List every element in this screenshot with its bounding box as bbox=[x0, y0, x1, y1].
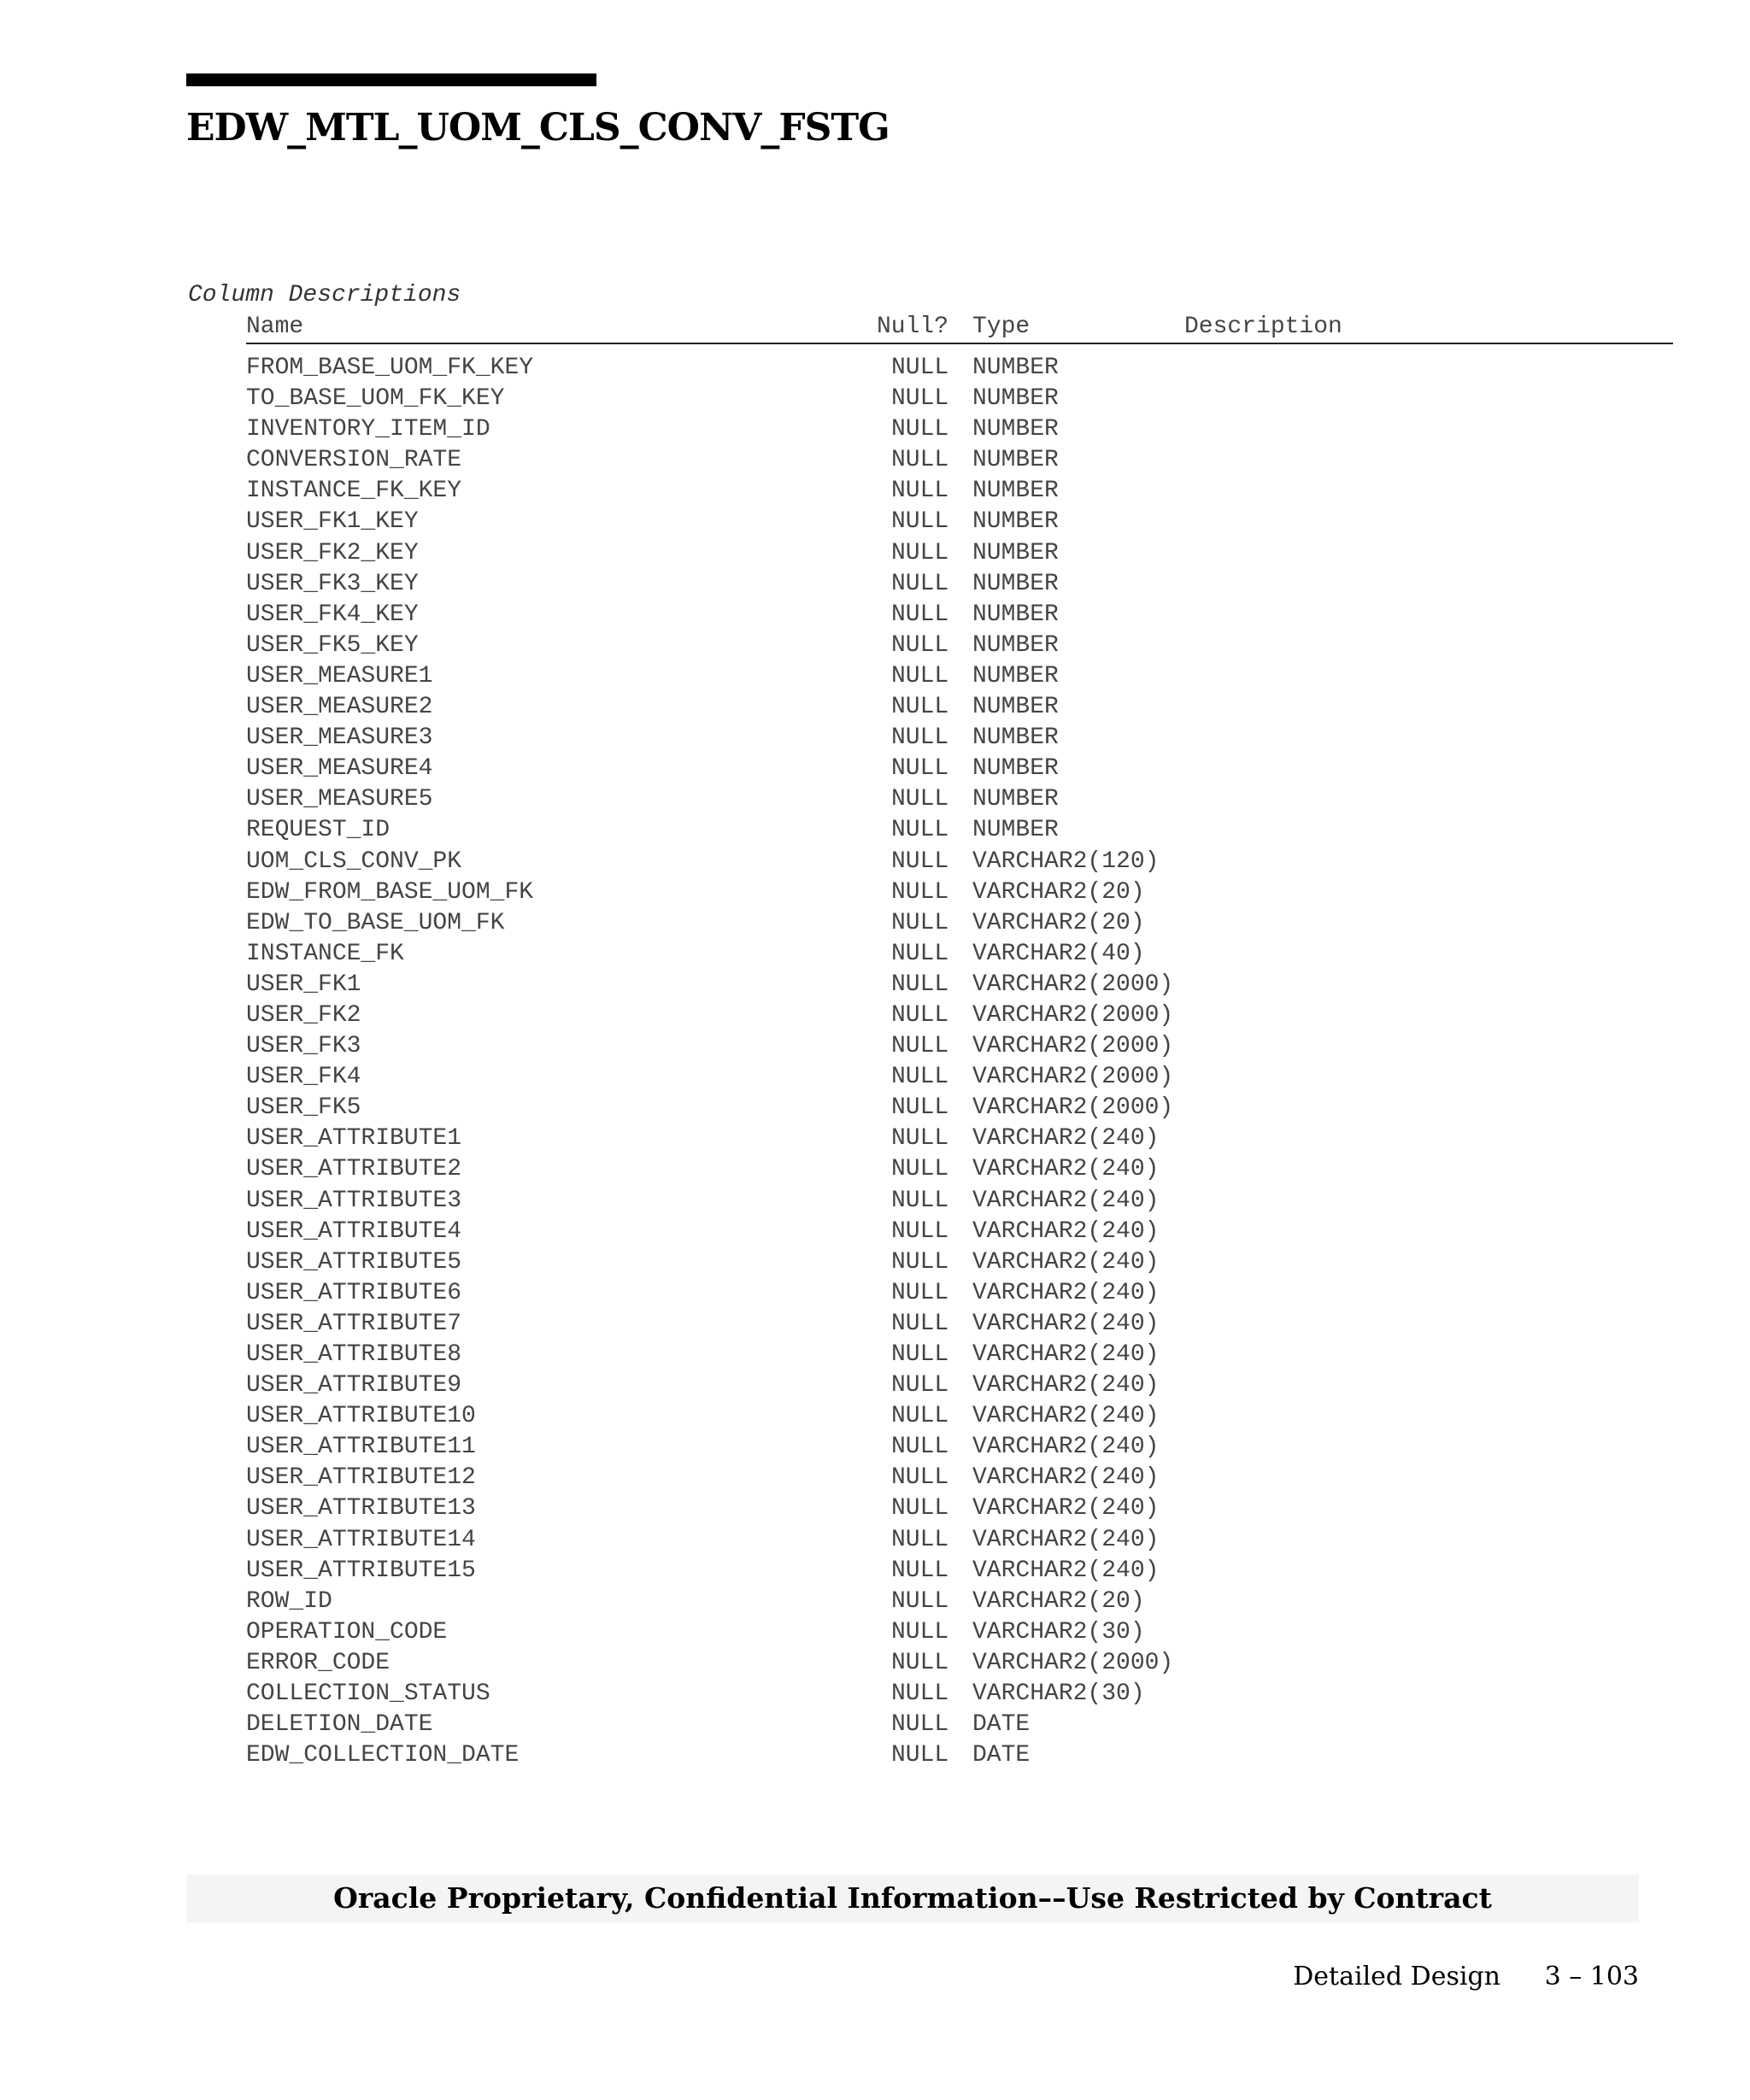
column-type: VARCHAR2(240) bbox=[972, 1403, 1160, 1430]
table-row bbox=[246, 1215, 1673, 1246]
column-type: DATE bbox=[972, 1742, 1031, 1769]
column-type: VARCHAR2(240) bbox=[972, 1372, 1160, 1399]
column-type: NUMBER bbox=[972, 817, 1059, 844]
column-null: NULL bbox=[891, 1125, 949, 1153]
column-null: NULL bbox=[891, 1649, 949, 1676]
column-null: NULL bbox=[891, 385, 949, 413]
column-name: USER_FK1_KEY bbox=[246, 508, 419, 536]
column-null: NULL bbox=[891, 1064, 949, 1091]
column-name: EDW_COLLECTION_DATE bbox=[246, 1742, 520, 1769]
column-name: ERROR_CODE bbox=[246, 1649, 391, 1676]
column-null: NULL bbox=[891, 1001, 949, 1029]
column-name: USER_ATTRIBUTE7 bbox=[246, 1310, 462, 1337]
column-type: NUMBER bbox=[972, 631, 1059, 659]
table-row bbox=[246, 1060, 1673, 1091]
table-row bbox=[246, 690, 1673, 721]
column-name: USER_ATTRIBUTE11 bbox=[246, 1434, 476, 1461]
table-row bbox=[246, 813, 1673, 844]
column-type: NUMBER bbox=[972, 662, 1059, 689]
column-name: COLLECTION_STATUS bbox=[246, 1681, 490, 1708]
table-header bbox=[246, 312, 1673, 344]
column-table bbox=[246, 312, 1673, 1769]
column-null: NULL bbox=[891, 662, 949, 689]
table-row bbox=[246, 1184, 1673, 1215]
header-description: Description bbox=[1184, 314, 1342, 340]
column-null: NULL bbox=[891, 416, 949, 443]
column-name: INSTANCE_FK_KEY bbox=[246, 478, 462, 505]
table-row bbox=[246, 1708, 1673, 1739]
column-type: NUMBER bbox=[972, 694, 1059, 721]
column-name: USER_MEASURE2 bbox=[246, 694, 433, 721]
column-null: NULL bbox=[891, 570, 949, 597]
top-rule bbox=[186, 73, 596, 86]
column-type: NUMBER bbox=[972, 539, 1059, 566]
table-row bbox=[246, 937, 1673, 968]
column-null: NULL bbox=[891, 786, 949, 813]
column-type: VARCHAR2(240) bbox=[972, 1217, 1160, 1245]
table-row bbox=[246, 474, 1673, 505]
column-name: INSTANCE_FK bbox=[246, 940, 404, 967]
column-null: NULL bbox=[891, 940, 949, 967]
header-type: Type bbox=[972, 314, 1031, 340]
column-type: VARCHAR2(2000) bbox=[972, 971, 1174, 998]
confidential-notice: Oracle Proprietary, Confidential Information––Use Restricted by Contract bbox=[186, 1874, 1639, 1922]
table-row bbox=[246, 1523, 1673, 1554]
column-name: USER_MEASURE5 bbox=[246, 786, 433, 813]
footer-section-name: Detailed Design bbox=[1293, 1962, 1500, 1991]
column-type: VARCHAR2(240) bbox=[972, 1341, 1160, 1368]
column-name: USER_FK3 bbox=[246, 1033, 361, 1060]
column-null: NULL bbox=[891, 508, 949, 536]
column-type: VARCHAR2(240) bbox=[972, 1495, 1160, 1522]
table-row bbox=[246, 721, 1673, 752]
column-type: NUMBER bbox=[972, 478, 1059, 505]
table-row bbox=[246, 876, 1673, 906]
table-body bbox=[246, 351, 1673, 1769]
column-null: NULL bbox=[891, 909, 949, 936]
table-row bbox=[246, 1492, 1673, 1522]
table-row bbox=[246, 1122, 1673, 1153]
column-null: NULL bbox=[891, 1310, 949, 1337]
column-name: USER_ATTRIBUTE3 bbox=[246, 1187, 462, 1214]
column-null: NULL bbox=[891, 1248, 949, 1276]
header-null: Null? bbox=[877, 314, 949, 340]
column-null: NULL bbox=[891, 848, 949, 875]
table-row bbox=[246, 1739, 1673, 1769]
column-null: NULL bbox=[891, 447, 949, 474]
table-row bbox=[246, 351, 1673, 382]
table-row bbox=[246, 1029, 1673, 1060]
column-name: FROM_BASE_UOM_FK_KEY bbox=[246, 355, 534, 381]
column-type: DATE bbox=[972, 1711, 1031, 1739]
column-null: NULL bbox=[891, 1557, 949, 1584]
column-type: VARCHAR2(240) bbox=[972, 1310, 1160, 1337]
header-name: Name bbox=[246, 314, 304, 340]
column-type: NUMBER bbox=[972, 601, 1059, 628]
column-name: USER_ATTRIBUTE4 bbox=[246, 1217, 462, 1245]
column-null: NULL bbox=[891, 1618, 949, 1645]
column-type: VARCHAR2(2000) bbox=[972, 1033, 1174, 1060]
table-row bbox=[246, 567, 1673, 598]
column-name: EDW_FROM_BASE_UOM_FK bbox=[246, 878, 534, 906]
column-null: NULL bbox=[891, 1587, 949, 1615]
table-row bbox=[246, 1091, 1673, 1122]
column-type: VARCHAR2(240) bbox=[972, 1125, 1160, 1153]
column-name: USER_ATTRIBUTE12 bbox=[246, 1464, 476, 1492]
table-row bbox=[246, 845, 1673, 876]
column-null: NULL bbox=[891, 878, 949, 906]
column-type: VARCHAR2(240) bbox=[972, 1526, 1160, 1553]
column-name: USER_FK2_KEY bbox=[246, 539, 419, 566]
column-type: NUMBER bbox=[972, 724, 1059, 752]
column-name: CONVERSION_RATE bbox=[246, 447, 462, 474]
table-row bbox=[246, 1276, 1673, 1307]
column-name: USER_ATTRIBUTE8 bbox=[246, 1341, 462, 1368]
table-row bbox=[246, 783, 1673, 813]
column-name: USER_ATTRIBUTE1 bbox=[246, 1125, 462, 1153]
table-row bbox=[246, 1399, 1673, 1430]
column-type: NUMBER bbox=[972, 447, 1059, 474]
table-row bbox=[246, 1307, 1673, 1338]
column-null: NULL bbox=[891, 724, 949, 752]
column-type: VARCHAR2(2000) bbox=[972, 1064, 1174, 1091]
column-null: NULL bbox=[891, 1033, 949, 1060]
column-null: NULL bbox=[891, 601, 949, 628]
table-row bbox=[246, 1338, 1673, 1369]
column-name: USER_ATTRIBUTE10 bbox=[246, 1403, 476, 1430]
page-title: EDW_MTL_UOM_CLS_CONV_FSTG bbox=[186, 106, 890, 150]
column-type: NUMBER bbox=[972, 416, 1059, 443]
column-name: USER_ATTRIBUTE5 bbox=[246, 1248, 462, 1276]
column-name: UOM_CLS_CONV_PK bbox=[246, 848, 462, 875]
column-null: NULL bbox=[891, 1681, 949, 1708]
column-null: NULL bbox=[891, 1495, 949, 1522]
column-null: NULL bbox=[891, 1156, 949, 1183]
table-row bbox=[246, 382, 1673, 413]
column-type: VARCHAR2(2000) bbox=[972, 1649, 1174, 1676]
table-row bbox=[246, 1369, 1673, 1399]
column-name: USER_MEASURE4 bbox=[246, 755, 433, 783]
column-type: VARCHAR2(240) bbox=[972, 1557, 1160, 1584]
table-row bbox=[246, 1646, 1673, 1677]
table-row bbox=[246, 999, 1673, 1029]
column-name: USER_ATTRIBUTE9 bbox=[246, 1372, 462, 1399]
column-type: VARCHAR2(240) bbox=[972, 1279, 1160, 1306]
column-name: USER_ATTRIBUTE15 bbox=[246, 1557, 476, 1584]
column-name: USER_MEASURE1 bbox=[246, 662, 433, 689]
column-null: NULL bbox=[891, 1526, 949, 1553]
column-name: USER_FK5_KEY bbox=[246, 631, 419, 659]
column-null: NULL bbox=[891, 755, 949, 783]
column-name: USER_FK1 bbox=[246, 971, 361, 998]
column-type: VARCHAR2(2000) bbox=[972, 1094, 1174, 1122]
column-null: NULL bbox=[891, 1403, 949, 1430]
table-row bbox=[246, 537, 1673, 567]
column-type: NUMBER bbox=[972, 385, 1059, 413]
column-name: USER_FK4_KEY bbox=[246, 601, 419, 628]
column-type: NUMBER bbox=[972, 508, 1059, 536]
table-row bbox=[246, 1430, 1673, 1461]
table-row bbox=[246, 1554, 1673, 1585]
column-name: EDW_TO_BASE_UOM_FK bbox=[246, 909, 505, 936]
column-null: NULL bbox=[891, 1341, 949, 1368]
column-null: NULL bbox=[891, 1279, 949, 1306]
column-null: NULL bbox=[891, 1094, 949, 1122]
footer-page-number: 3 – 103 bbox=[1544, 1962, 1639, 1991]
column-name: USER_FK3_KEY bbox=[246, 570, 419, 597]
column-name: OPERATION_CODE bbox=[246, 1618, 448, 1645]
table-row bbox=[246, 629, 1673, 660]
column-type: VARCHAR2(240) bbox=[972, 1248, 1160, 1276]
column-null: NULL bbox=[891, 355, 949, 381]
column-null: NULL bbox=[891, 817, 949, 844]
column-name: USER_FK5 bbox=[246, 1094, 361, 1122]
column-name: REQUEST_ID bbox=[246, 817, 391, 844]
table-row bbox=[246, 413, 1673, 443]
column-null: NULL bbox=[891, 1464, 949, 1492]
column-type: NUMBER bbox=[972, 786, 1059, 813]
column-name: INVENTORY_ITEM_ID bbox=[246, 416, 490, 443]
column-type: NUMBER bbox=[972, 755, 1059, 783]
table-row bbox=[246, 660, 1673, 690]
column-null: NULL bbox=[891, 631, 949, 659]
column-type: VARCHAR2(240) bbox=[972, 1464, 1160, 1492]
column-type: VARCHAR2(2000) bbox=[972, 1001, 1174, 1029]
table-row bbox=[246, 1616, 1673, 1646]
column-type: NUMBER bbox=[972, 355, 1059, 381]
column-type: VARCHAR2(40) bbox=[972, 940, 1145, 967]
column-null: NULL bbox=[891, 478, 949, 505]
table-row bbox=[246, 968, 1673, 999]
column-null: NULL bbox=[891, 1434, 949, 1461]
table-row bbox=[246, 1246, 1673, 1276]
column-type: VARCHAR2(120) bbox=[972, 848, 1160, 875]
column-null: NULL bbox=[891, 1217, 949, 1245]
column-null: NULL bbox=[891, 1742, 949, 1769]
column-type: VARCHAR2(30) bbox=[972, 1618, 1145, 1645]
column-name: USER_ATTRIBUTE2 bbox=[246, 1156, 462, 1183]
column-name: USER_ATTRIBUTE14 bbox=[246, 1526, 476, 1553]
column-name: USER_ATTRIBUTE6 bbox=[246, 1279, 462, 1306]
column-null: NULL bbox=[891, 1372, 949, 1399]
table-row bbox=[246, 598, 1673, 629]
column-name: USER_ATTRIBUTE13 bbox=[246, 1495, 476, 1522]
table-row bbox=[246, 1585, 1673, 1616]
column-type: VARCHAR2(20) bbox=[972, 878, 1145, 906]
column-name: USER_FK4 bbox=[246, 1064, 361, 1091]
column-type: VARCHAR2(240) bbox=[972, 1434, 1160, 1461]
table-row bbox=[246, 443, 1673, 474]
column-type: VARCHAR2(240) bbox=[972, 1156, 1160, 1183]
column-type: VARCHAR2(240) bbox=[972, 1187, 1160, 1214]
column-name: DELETION_DATE bbox=[246, 1711, 433, 1739]
table-row bbox=[246, 505, 1673, 536]
column-null: NULL bbox=[891, 1711, 949, 1739]
column-null: NULL bbox=[891, 971, 949, 998]
column-null: NULL bbox=[891, 1187, 949, 1214]
section-label: Column Descriptions bbox=[188, 282, 461, 308]
table-row bbox=[246, 1153, 1673, 1183]
column-name: USER_MEASURE3 bbox=[246, 724, 433, 752]
table-row bbox=[246, 752, 1673, 783]
column-name: ROW_ID bbox=[246, 1587, 332, 1615]
table-row bbox=[246, 1677, 1673, 1708]
table-row bbox=[246, 1461, 1673, 1492]
column-type: VARCHAR2(20) bbox=[972, 909, 1145, 936]
column-type: VARCHAR2(30) bbox=[972, 1681, 1145, 1708]
column-null: NULL bbox=[891, 539, 949, 566]
table-row bbox=[246, 906, 1673, 937]
column-name: USER_FK2 bbox=[246, 1001, 361, 1029]
column-type: VARCHAR2(20) bbox=[972, 1587, 1145, 1615]
column-type: NUMBER bbox=[972, 570, 1059, 597]
column-name: TO_BASE_UOM_FK_KEY bbox=[246, 385, 505, 413]
column-null: NULL bbox=[891, 694, 949, 721]
